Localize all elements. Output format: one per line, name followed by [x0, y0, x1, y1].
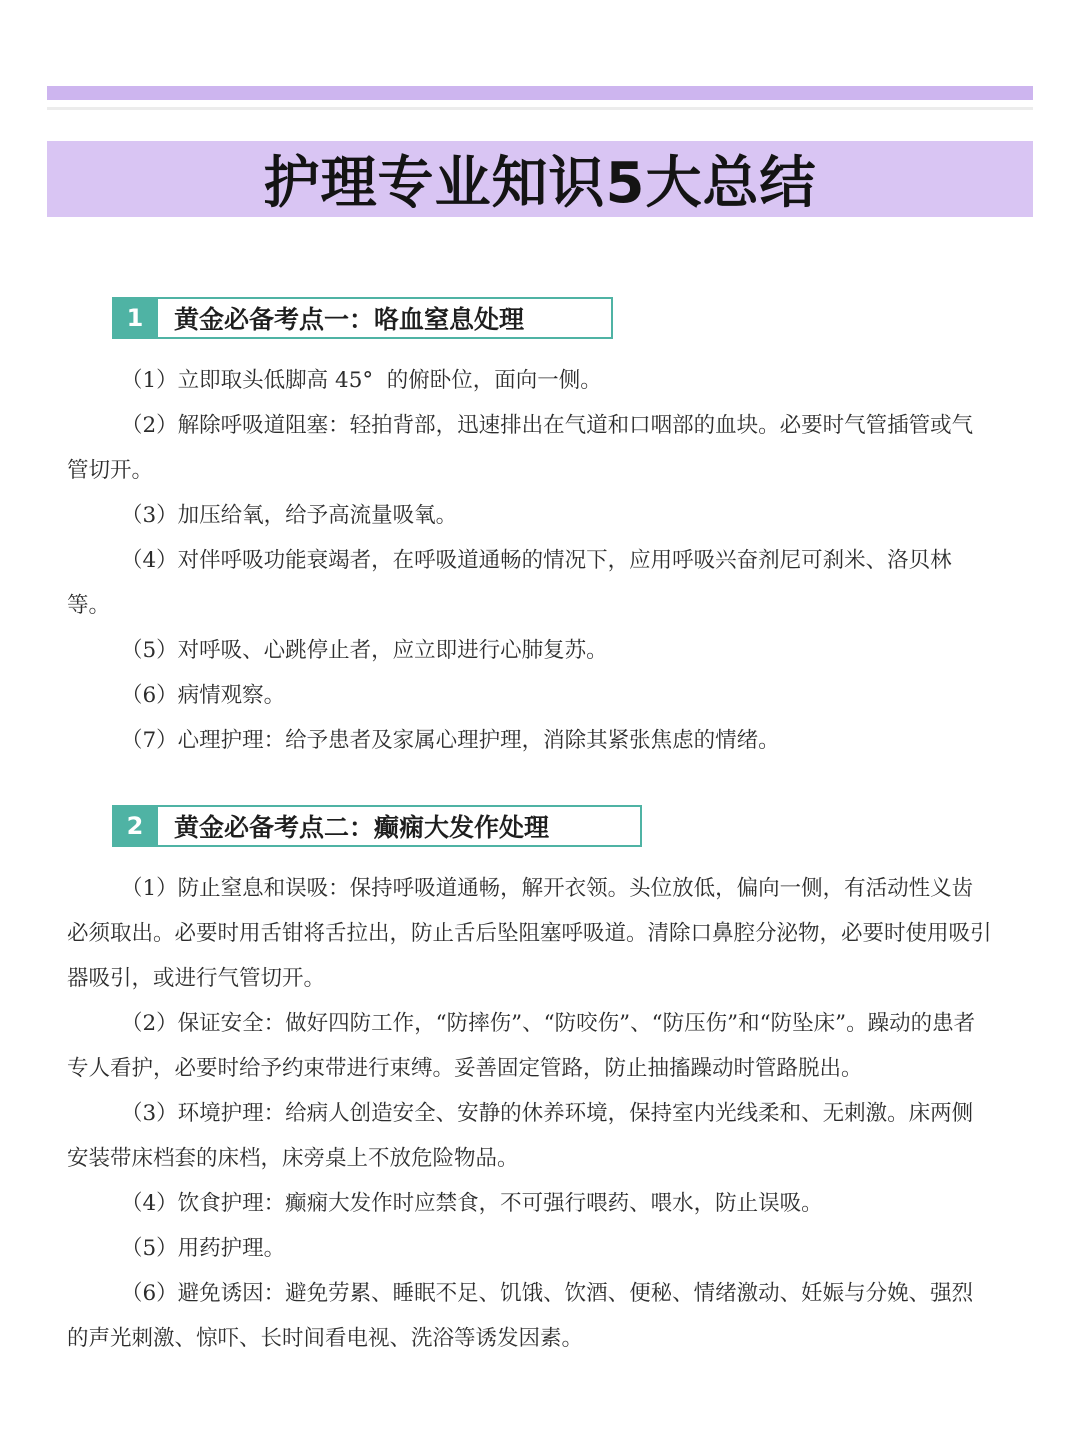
section-heading: 黄金必备考点二：癫痫大发作处理 [174, 813, 550, 842]
section-title-box [158, 805, 642, 847]
list-item: （1）立即取头低脚高 45° 的俯卧位，面向一侧。 [121, 368, 602, 393]
top-decor-line [47, 107, 1033, 110]
list-item: （6）避免诱因：避免劳累、睡眠不足、饥饿、饮酒、便秘、情绪激动、妊娠与分娩、强烈的声光刺激、惊吓、长时间看电视、洗浴等诱发因素。 [67, 1281, 974, 1351]
section-header-2 [112, 805, 642, 847]
list-item: （6）病情观察。 [121, 683, 286, 708]
list-item: （5）对呼吸、心跳停止者，应立即进行心肺复苏。 [121, 638, 608, 663]
list-item: （5）用药护理。 [121, 1236, 286, 1261]
list-item: （7）心理护理：给予患者及家属心理护理，消除其紧张焦虑的情绪。 [121, 728, 780, 753]
list-item: （4）对伴呼吸功能衰竭者，在呼吸道通畅的情况下，应用呼吸兴奋剂尼可刹米、洛贝林等。 [67, 548, 952, 618]
list-item: （2）解除呼吸道阻塞：轻拍背部，迅速排出在气道和口咽部的血块。必要时气管插管或气管切开。 [67, 413, 974, 483]
list-item: （1）防止窒息和误吸：保持呼吸道通畅，解开衣领。头位放低，偏向一侧，有活动性义齿必须取出。必要时用舌钳将舌拉出，防止舌后坠阻塞呼吸道。清除口鼻腔分泌物，必要时使用吸引器吸引，或进行气管切开。 [67, 876, 992, 991]
section-number-badge: 1 [112, 297, 158, 339]
section-heading: 黄金必备考点一：咯血窒息处理 [174, 305, 525, 334]
list-item: （4）饮食护理：癫痫大发作时应禁食，不可强行喂药、喂水，防止误吸。 [121, 1191, 823, 1216]
title-banner [47, 141, 1033, 217]
list-item: （2）保证安全：做好四防工作，“防摔伤”、“防咬伤”、“防压伤”和“防坠床”。躁动的患者专人看护，必要时给予约束带进行束缚。妥善固定管路，防止抽搐躁动时管路脱出。 [67, 1011, 976, 1081]
section-1-body [67, 358, 992, 763]
section-number-badge: 2 [112, 805, 158, 847]
top-decor-bar [47, 86, 1033, 100]
list-item: （3）加压给氧，给予高流量吸氧。 [121, 503, 458, 528]
section-2-body [67, 866, 992, 1361]
list-item: （3）环境护理：给病人创造安全、安静的休养环境，保持室内光线柔和、无刺激。床两侧安装带床档套的床档，床旁桌上不放危险物品。 [67, 1101, 974, 1171]
section-header-1 [112, 297, 613, 339]
page-title: 护理专业知识5大总结 [263, 151, 817, 216]
section-title-box [158, 297, 613, 339]
